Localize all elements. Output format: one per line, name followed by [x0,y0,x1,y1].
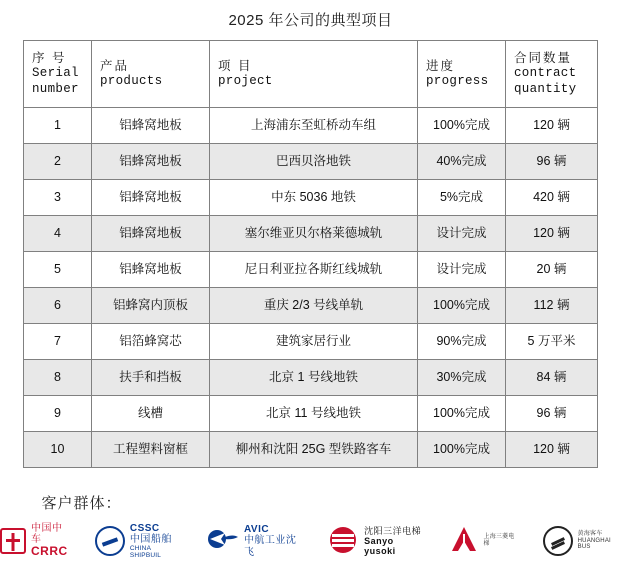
cell-product: 铝蜂窝内顶板 [92,288,210,324]
cell-quantity: 96 辆 [506,396,598,432]
projects-table [23,40,598,468]
avic-svg [205,528,239,554]
cell-product: 工程塑料窗框 [92,432,210,468]
logo-bus-line2: HUANGHAI BUS [577,537,611,551]
cell-product: 铝蜂窝地板 [92,252,210,288]
logo-cssc-line3: CHINA SHIPBUIL [129,544,162,560]
cell-project: 北京 1 号线地铁 [210,360,418,396]
column-header-quantity-en: contract quantity [514,66,577,96]
column-header-product [92,41,210,108]
cell-quantity: 96 辆 [506,144,598,180]
cell-quantity: 120 辆 [506,108,598,144]
cell-progress: 设计完成 [418,216,506,252]
cell-serial: 1 [24,108,92,144]
column-header-project-cn: 项 目 [218,58,253,73]
cell-quantity: 84 辆 [506,360,598,396]
table-row [24,396,598,432]
column-header-progress-cn: 进度 [426,58,456,73]
cell-project: 塞尔维亚贝尔格莱德城轨 [210,216,418,252]
cssc-icon [95,526,125,556]
table-body [24,108,598,468]
table-row [24,324,598,360]
cell-product: 扶手和挡板 [92,360,210,396]
logo-crrc-line1: 中国中车 [31,523,63,546]
cell-progress: 100%完成 [418,108,506,144]
column-header-project [210,41,418,108]
table-row [24,216,598,252]
column-header-serial-en: Serial number [32,66,79,96]
cell-product: 铝蜂窝地板 [92,108,210,144]
column-header-quantity [506,41,598,108]
cell-progress: 30%完成 [418,360,506,396]
logo-sanyo [327,519,422,563]
cell-product: 铝箔蜂窝芯 [92,324,210,360]
logo-huanghai-bus [543,519,621,563]
logo-mitsubishi [449,519,517,563]
avic-icon [205,528,239,554]
logo-sanyo-line2: Sanyo yusoki [364,535,396,557]
cell-project: 重庆 2/3 号线单轨 [210,288,418,324]
page-title: 2025 年公司的典型项目 [228,12,393,29]
cell-product: 线槽 [92,396,210,432]
column-header-product-cn: 产品 [100,58,130,73]
logo-mitsubishi-line1: 上海三菱电梯 [483,534,515,547]
logo-avic [205,519,301,563]
table-row [24,360,598,396]
cell-product: 铝蜂窝地板 [92,216,210,252]
bus-icon [543,526,573,556]
cell-progress: 40%完成 [418,144,506,180]
cell-product: 铝蜂窝地板 [92,144,210,180]
cell-progress: 100%完成 [418,432,506,468]
cell-quantity: 20 辆 [506,252,598,288]
cell-serial: 6 [24,288,92,324]
logo-avic-line2: 中航工业沈飞 [243,535,297,558]
cell-progress: 100%完成 [418,288,506,324]
logo-sanyo-line1: 沈阳三洋电梯 [364,525,422,536]
column-header-quantity-cn: 合同数量 [514,51,573,66]
cell-serial: 2 [24,144,92,180]
cell-project: 上海浦东至虹桥动车组 [210,108,418,144]
column-header-product-en: products [100,74,163,88]
logo-avic-line1: AVIC [243,524,270,536]
mitsubishi-icon [449,525,479,557]
table-row [24,108,598,144]
logo-bus-line1: 黄海客车 [577,530,603,537]
cell-serial: 8 [24,360,92,396]
cell-progress: 5%完成 [418,180,506,216]
column-header-progress-en: progress [426,74,489,88]
column-header-serial-cn: 序 号 [32,51,67,66]
logo-crrc-line2: CRRC [31,544,68,559]
cell-progress: 设计完成 [418,252,506,288]
cell-product: 铝蜂窝地板 [92,180,210,216]
cell-project: 建筑家居行业 [210,324,418,360]
logo-cssc-line1: CSSC [129,522,160,534]
customers-heading: 客户群体： [41,495,122,512]
cell-serial: 9 [24,396,92,432]
column-header-project-en: project [218,74,273,88]
logo-cssc [95,519,179,563]
table-row [24,252,598,288]
table-row [24,432,598,468]
cell-serial: 3 [24,180,92,216]
cell-project: 巴西贝洛地铁 [210,144,418,180]
cell-serial: 10 [24,432,92,468]
cell-quantity: 5 万平米 [506,324,598,360]
column-header-serial [24,41,92,108]
cell-progress: 90%完成 [418,324,506,360]
table-row [24,288,598,324]
table-row [24,180,598,216]
crrc-icon [0,528,26,554]
cell-project: 中东 5036 地铁 [210,180,418,216]
column-header-progress [418,41,506,108]
table-header-row [24,41,598,108]
cell-project: 柳州和沈阳 25G 型铁路客车 [210,432,418,468]
cell-project: 北京 11 号线地铁 [210,396,418,432]
cell-serial: 7 [24,324,92,360]
cell-quantity: 112 辆 [506,288,598,324]
cell-quantity: 420 辆 [506,180,598,216]
customer-logos [0,519,621,563]
cell-quantity: 120 辆 [506,216,598,252]
mitsubishi-svg [449,525,479,557]
cell-project: 尼日利亚拉各斯红线城轨 [210,252,418,288]
table-row [24,144,598,180]
table-header [24,41,598,108]
cell-progress: 100%完成 [418,396,506,432]
sanyo-icon [327,526,359,556]
logo-cssc-line2: 中国船舶 [129,533,172,545]
sanyo-svg [327,526,359,556]
logo-crrc [0,519,69,563]
cell-quantity: 120 辆 [506,432,598,468]
cell-serial: 4 [24,216,92,252]
cell-serial: 5 [24,252,92,288]
